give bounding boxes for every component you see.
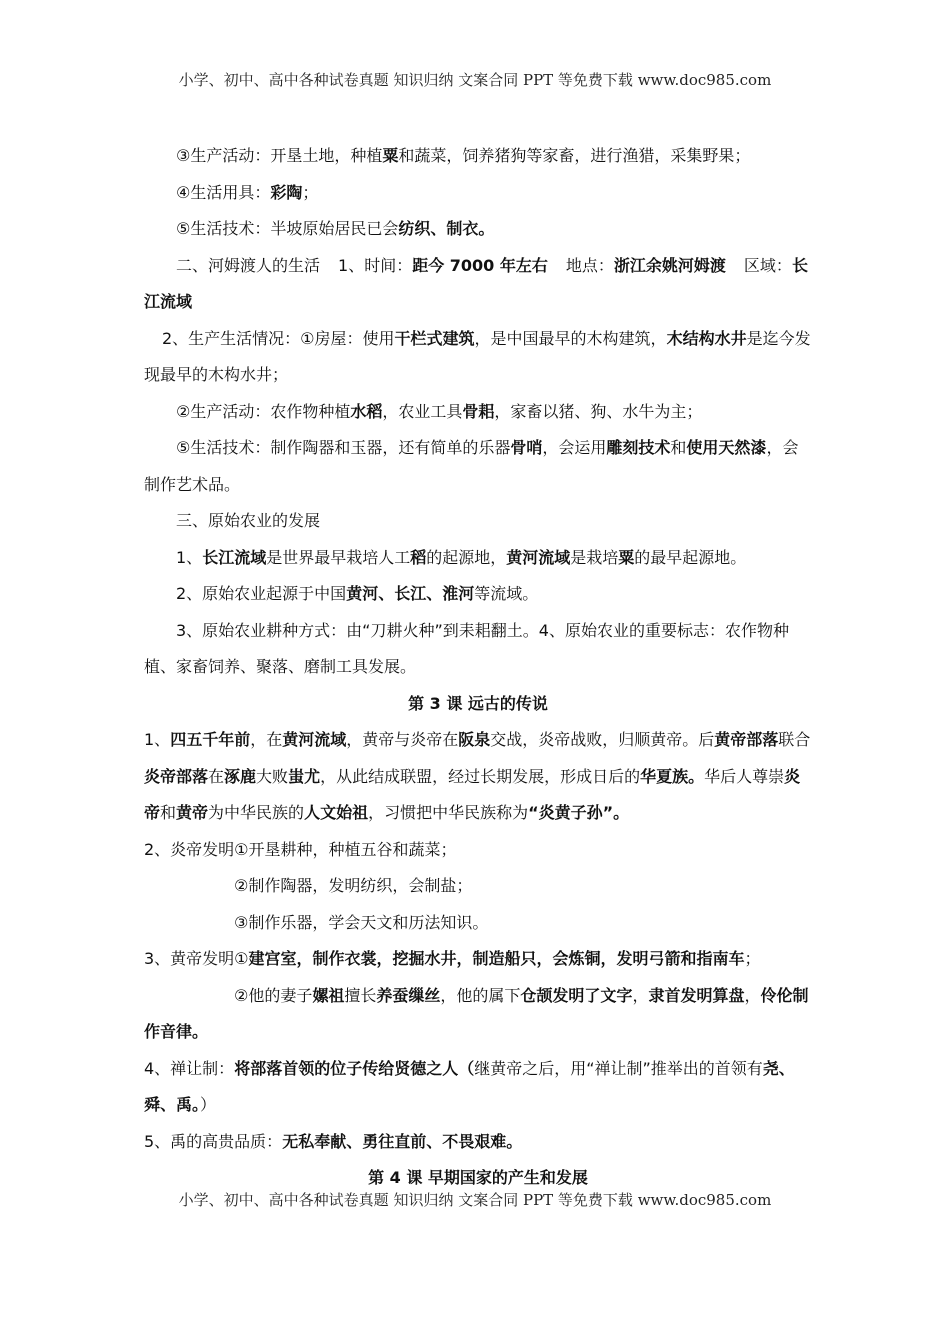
text-run: 继黄帝之后，用“禅让制”推举出的首领有 bbox=[474, 1058, 763, 1078]
bold-text-run: 四五千年前 bbox=[170, 730, 251, 749]
text-run: ， bbox=[744, 985, 761, 1005]
bold-text-run: 养蚕缫丝 bbox=[376, 985, 441, 1005]
section-title bbox=[144, 686, 812, 723]
text-run: ②制作陶器，发明纺织，会制盐； bbox=[234, 876, 473, 895]
bold-text-run: 黄河流域 bbox=[506, 547, 571, 567]
paragraph bbox=[144, 503, 812, 540]
document-body bbox=[144, 138, 812, 1197]
bold-text-run: 将部落首领的位子传给贤德之人（ bbox=[234, 1058, 475, 1078]
bold-text-run: 干栏式建筑 bbox=[394, 328, 475, 348]
paragraph bbox=[144, 321, 812, 394]
bold-text-run: 长江流域 bbox=[144, 255, 808, 311]
text-run: 交战，炎帝战败，归顺黄帝。后 bbox=[490, 730, 715, 749]
bold-text-run: 嫘祖 bbox=[312, 985, 345, 1005]
bold-text-run: 粟 bbox=[618, 547, 635, 567]
text-run: 是世界最早栽培人工 bbox=[266, 547, 411, 567]
bold-text-run: 炎帝 bbox=[144, 766, 801, 822]
text-run: ，在 bbox=[250, 730, 283, 749]
paragraph bbox=[144, 540, 812, 577]
text-run: ； bbox=[302, 182, 319, 202]
text-run: 4、禅让制： bbox=[144, 1058, 235, 1078]
text-run: 2、炎帝发明①开垦耕种，种植五谷和蔬菜； bbox=[144, 839, 457, 859]
bold-text-run: 仓颉发明了文字 bbox=[520, 985, 633, 1005]
paragraph bbox=[144, 211, 812, 248]
paragraph bbox=[144, 430, 812, 503]
text-run: 在 bbox=[208, 766, 225, 786]
bold-text-run: 骨耜 bbox=[462, 401, 495, 421]
text-run: 华后人尊崇 bbox=[704, 766, 785, 786]
text-run: 1、 bbox=[144, 730, 171, 749]
text-run: 2、原始农业起源于中国 bbox=[176, 584, 347, 603]
paragraph bbox=[144, 941, 812, 978]
text-run: 地点： bbox=[565, 255, 614, 275]
bold-text-run: 骨哨 bbox=[510, 438, 543, 457]
bold-text-run: 伶伦制作音律。 bbox=[144, 985, 809, 1041]
paragraph bbox=[144, 175, 812, 212]
text-run: ） bbox=[200, 1095, 217, 1114]
text-run: 1、 bbox=[176, 547, 203, 567]
bold-text-run: “炎黄子孙”。 bbox=[528, 803, 630, 822]
paragraph bbox=[144, 1124, 812, 1161]
text-run: 和 bbox=[160, 803, 177, 822]
paragraph bbox=[144, 613, 812, 686]
text-run: ③生产活动：开垦土地，种植 bbox=[176, 146, 383, 165]
paragraph bbox=[144, 576, 812, 613]
text-run: 是栽培 bbox=[570, 547, 619, 567]
text-run: ，会运用 bbox=[542, 438, 607, 457]
text-run: 第 4 课 早期国家的产生和发展 bbox=[368, 1168, 588, 1187]
bold-text-run: 彩陶 bbox=[270, 182, 303, 202]
text-run: ，家畜以猪、狗、水牛为主； bbox=[494, 401, 703, 421]
bold-text-run: 阪泉 bbox=[458, 730, 491, 749]
text-run: ，会制作艺术品。 bbox=[144, 438, 799, 494]
text-run: 区域： bbox=[743, 255, 792, 275]
text-run: 3、原始农业耕种方式：由“刀耕火种”到耒耜翻土。4、原始农业的重要标志：农作物种植、家畜饲养、聚落、磨制工具发展。 bbox=[144, 620, 789, 676]
text-run: 3、黄帝发明① bbox=[144, 949, 249, 968]
bold-text-run: 黄帝部落 bbox=[714, 730, 779, 749]
text-run: 1、时间： bbox=[338, 255, 413, 275]
bold-text-run: 浙江余姚河姆渡 bbox=[613, 255, 726, 275]
bold-text-run: 蚩尤 bbox=[288, 766, 321, 786]
paragraph bbox=[144, 978, 812, 1051]
text-run: ， bbox=[632, 985, 649, 1005]
text-run: ，他的属下 bbox=[440, 985, 521, 1005]
bold-text-run: 黄帝 bbox=[176, 803, 209, 822]
bold-text-run: 建宫室，制作衣裳，挖掘水井，制造船只，会炼铜，发明弓箭和指南车 bbox=[248, 949, 745, 968]
text-run: ⑤生活技术：制作陶器和玉器，还有简单的乐器 bbox=[176, 438, 511, 457]
text-run: ，农业工具 bbox=[382, 401, 463, 421]
bold-text-run: 纺织、制衣。 bbox=[398, 219, 495, 238]
paragraph bbox=[144, 868, 812, 905]
text-run: 为中华民族的 bbox=[208, 803, 305, 822]
text-run: 三、原始农业的发展 bbox=[176, 511, 321, 530]
text-run: ②他的妻子 bbox=[234, 985, 313, 1005]
text-run: 二、河姆渡人的生活 bbox=[176, 255, 321, 275]
bold-text-run: 距今 7000 年左右 bbox=[412, 255, 548, 275]
bold-text-run: 粟 bbox=[382, 146, 399, 165]
bold-text-run: 雕刻技术 bbox=[606, 438, 671, 457]
bold-text-run: 人文始祖 bbox=[304, 803, 369, 822]
bold-text-run: 涿鹿 bbox=[224, 766, 257, 786]
bold-text-run: 长江流域 bbox=[202, 547, 267, 567]
text-run: ，从此结成联盟，经过长期发展，形成日后的 bbox=[320, 766, 641, 786]
text-run: 2、生产生活情况：①房屋：使用 bbox=[162, 328, 395, 348]
text-run: 第 3 课 远古的传说 bbox=[408, 693, 548, 713]
text-run: 等流域。 bbox=[474, 584, 539, 603]
bold-text-run: 黄河流域 bbox=[282, 730, 347, 749]
text-run: 的最早起源地。 bbox=[634, 547, 747, 567]
text-run: ； bbox=[744, 949, 761, 968]
text-run: 和蔬菜，饲养猪狗等家畜，进行渔猎，采集野果； bbox=[398, 146, 751, 165]
text-run: 是迄今发现最早的木构水井； bbox=[144, 328, 811, 384]
bold-text-run: 稻 bbox=[410, 547, 427, 567]
bold-text-run: 水稻 bbox=[350, 401, 383, 421]
text-run: 5、禹的高贵品质： bbox=[144, 1131, 283, 1151]
text-run: ③制作乐器，学会天文和历法知识。 bbox=[234, 912, 489, 932]
bold-text-run: 炎帝部落 bbox=[144, 766, 209, 786]
paragraph bbox=[144, 394, 812, 431]
bold-text-run: 华夏族。 bbox=[640, 766, 705, 786]
text-run: 擅长 bbox=[344, 985, 377, 1005]
paragraph bbox=[144, 722, 812, 832]
text-run: 和 bbox=[670, 438, 687, 457]
text-run: ，是中国最早的木构建筑， bbox=[474, 328, 667, 348]
bold-text-run: 黄河、长江、淮河 bbox=[346, 584, 475, 603]
text-run: ④生活用具： bbox=[176, 182, 271, 202]
text-run: 的起源地， bbox=[426, 547, 507, 567]
page-header: 小学、初中、高中各种试卷真题 知识归纳 文案合同 PPT 等免费下载 www.doc985.com bbox=[178, 71, 772, 89]
text-run: ⑤生活技术：半坡原始居民已会 bbox=[176, 219, 399, 238]
bold-text-run: 无私奉献、勇往直前、不畏艰难。 bbox=[282, 1131, 523, 1151]
text-run: ，习惯把中华民族称为 bbox=[368, 803, 529, 822]
page-footer: 小学、初中、高中各种试卷真题 知识归纳 文案合同 PPT 等免费下载 www.doc985.com bbox=[178, 1191, 772, 1209]
paragraph bbox=[144, 1051, 812, 1124]
paragraph bbox=[144, 832, 812, 869]
paragraph bbox=[144, 905, 812, 942]
bold-text-run: 隶首发明算盘 bbox=[648, 985, 745, 1005]
paragraph bbox=[144, 248, 812, 321]
bold-text-run: 使用天然漆 bbox=[686, 438, 767, 457]
text-run: 大败 bbox=[256, 766, 289, 786]
text-run: ，黄帝与炎帝在 bbox=[346, 730, 459, 749]
bold-text-run: 木结构水井 bbox=[666, 328, 747, 348]
text-run: 联合 bbox=[778, 730, 811, 749]
text-run: ②生产活动：农作物种植 bbox=[176, 401, 351, 421]
bold-text-run: 尧、舜、禹。 bbox=[144, 1058, 795, 1114]
paragraph bbox=[144, 138, 812, 175]
